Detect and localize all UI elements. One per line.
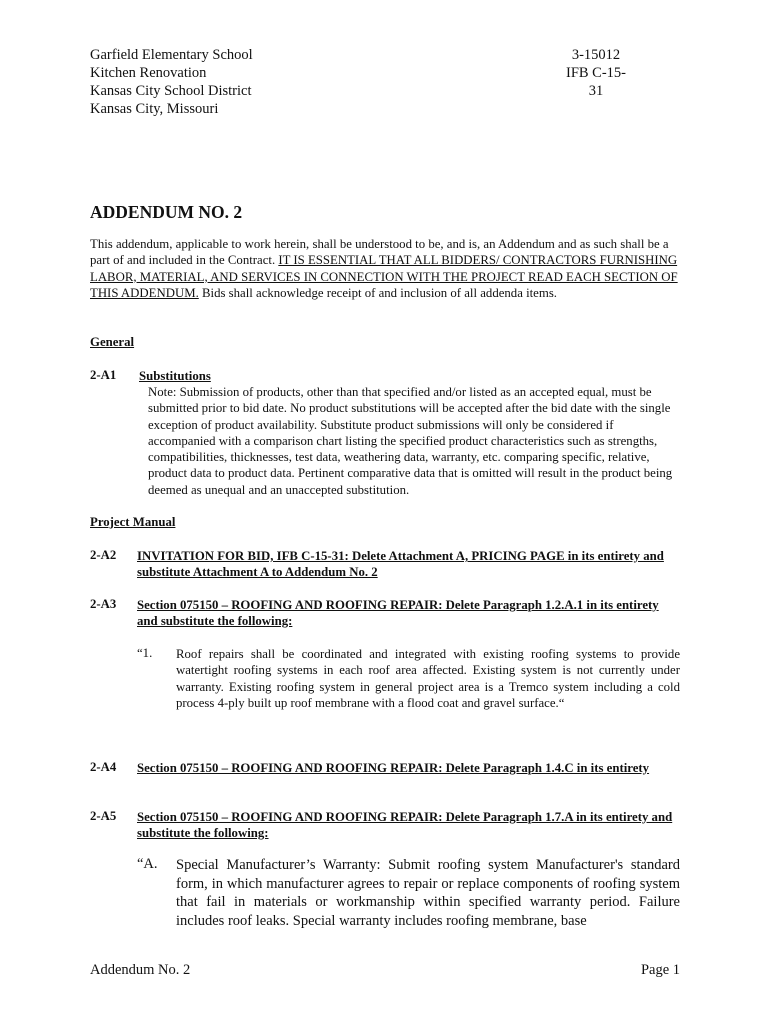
header-project-number: 3-15012 (571, 47, 621, 63)
addendum-title: ADDENDUM NO. 2 (90, 202, 243, 222)
quote-body-a5: Special Manufacturer’s Warranty: Submit roofing system Manufacturer's standard form, in which manufacturer agrees to repair or replace components of roofing system that fail in materials or workmanship within specified warranty period. Failure includes roof leaks. Special warranty includes roofing membrane, base (176, 857, 680, 929)
project-manual-heading: Project Manual (90, 515, 176, 529)
item-number-a5: 2-A5 (90, 809, 117, 823)
item-number-a1: 2-A1 (90, 368, 117, 382)
quote-marker-a3: “1. (137, 646, 153, 660)
item-number-a2: 2-A2 (90, 548, 117, 562)
footer-page-number: Page 1 (640, 962, 680, 978)
item-number-a3: 2-A3 (90, 597, 117, 611)
header-reference-numbers (560, 46, 632, 100)
quote-body-a3: Roof repairs shall be coordinated and integrated with existing roofing systems to provide watertight roofing systems in each roof area affected. Existing system is not currently under warranty. Existing roofing system in general project area is a Tremco system including a cold process 4-ply built up roof membrane with a flood coat and gravel surface.“ (176, 647, 680, 710)
item-title-a3: Section 075150 – ROOFING AND ROOFING REPAIR: Delete Paragraph 1.2.A.1 in its entirety and substitute the following: (137, 598, 659, 629)
intro-text-start: This addendum, applicable to work herein, shall be understood to be, and is, an Addendum and as such shall be a part of and included in the Contract. (90, 237, 669, 268)
header-location: Kansas City, Missouri (90, 101, 219, 117)
intro-paragraph (90, 236, 680, 301)
footer-addendum-label: Addendum No. 2 (90, 962, 191, 978)
header-project: Kitchen Renovation (90, 65, 207, 81)
header-project-info (90, 46, 253, 118)
general-heading: General (90, 335, 135, 349)
intro-text-end: Bids shall acknowledge receipt of and inclusion of all addenda items. (198, 285, 557, 300)
item-title-a5: Section 075150 – ROOFING AND ROOFING REPAIR: Delete Paragraph 1.7.A in its entirety and substitute the following: (137, 810, 673, 841)
item-title-a1: Substitutions (139, 369, 211, 383)
intro-emphasis: IT IS ESSENTIAL THAT ALL BIDDERS/ CONTRACTORS FURNISHING LABOR, MATERIAL, AND SERVICES IN CONNECTION WITH THE PROJECT READ EACH SECTION OF THIS ADDENDUM. (90, 253, 678, 300)
item-title-a2: INVITATION FOR BID, IFB C-15-31: Delete Attachment A, PRICING PAGE in its entirety and substitute Attachment A to Addendum No. 2 (137, 549, 664, 580)
substitutions-note: Note: Submission of products, other than that specified and/or listed as an accepted equal, must be submitted prior to bid date. No product substitutions will be accepted after the bid date with the single exception of product availability. Substitute product submissions will only be considered if accompanied with a comparison chart listing the specified product characteristics such as strengths, compatibilities, thicknesses, test data, weathering data, warranty, etc. comparing specific, relative, product data to product data. Pertinent comparative data that is omitted will result in the product being deemed as unequal and an unaccepted substitution. (148, 385, 673, 497)
item-number-a4: 2-A4 (90, 760, 117, 774)
header-district: Kansas City School District (90, 83, 252, 99)
header-school: Garfield Elementary School (90, 47, 253, 63)
quote-marker-a5: “A. (137, 856, 158, 872)
header-ifb-number: IFB C-15-31 (565, 65, 627, 99)
item-title-a4: Section 075150 – ROOFING AND ROOFING REPAIR: Delete Paragraph 1.4.C in its entirety (137, 761, 650, 775)
